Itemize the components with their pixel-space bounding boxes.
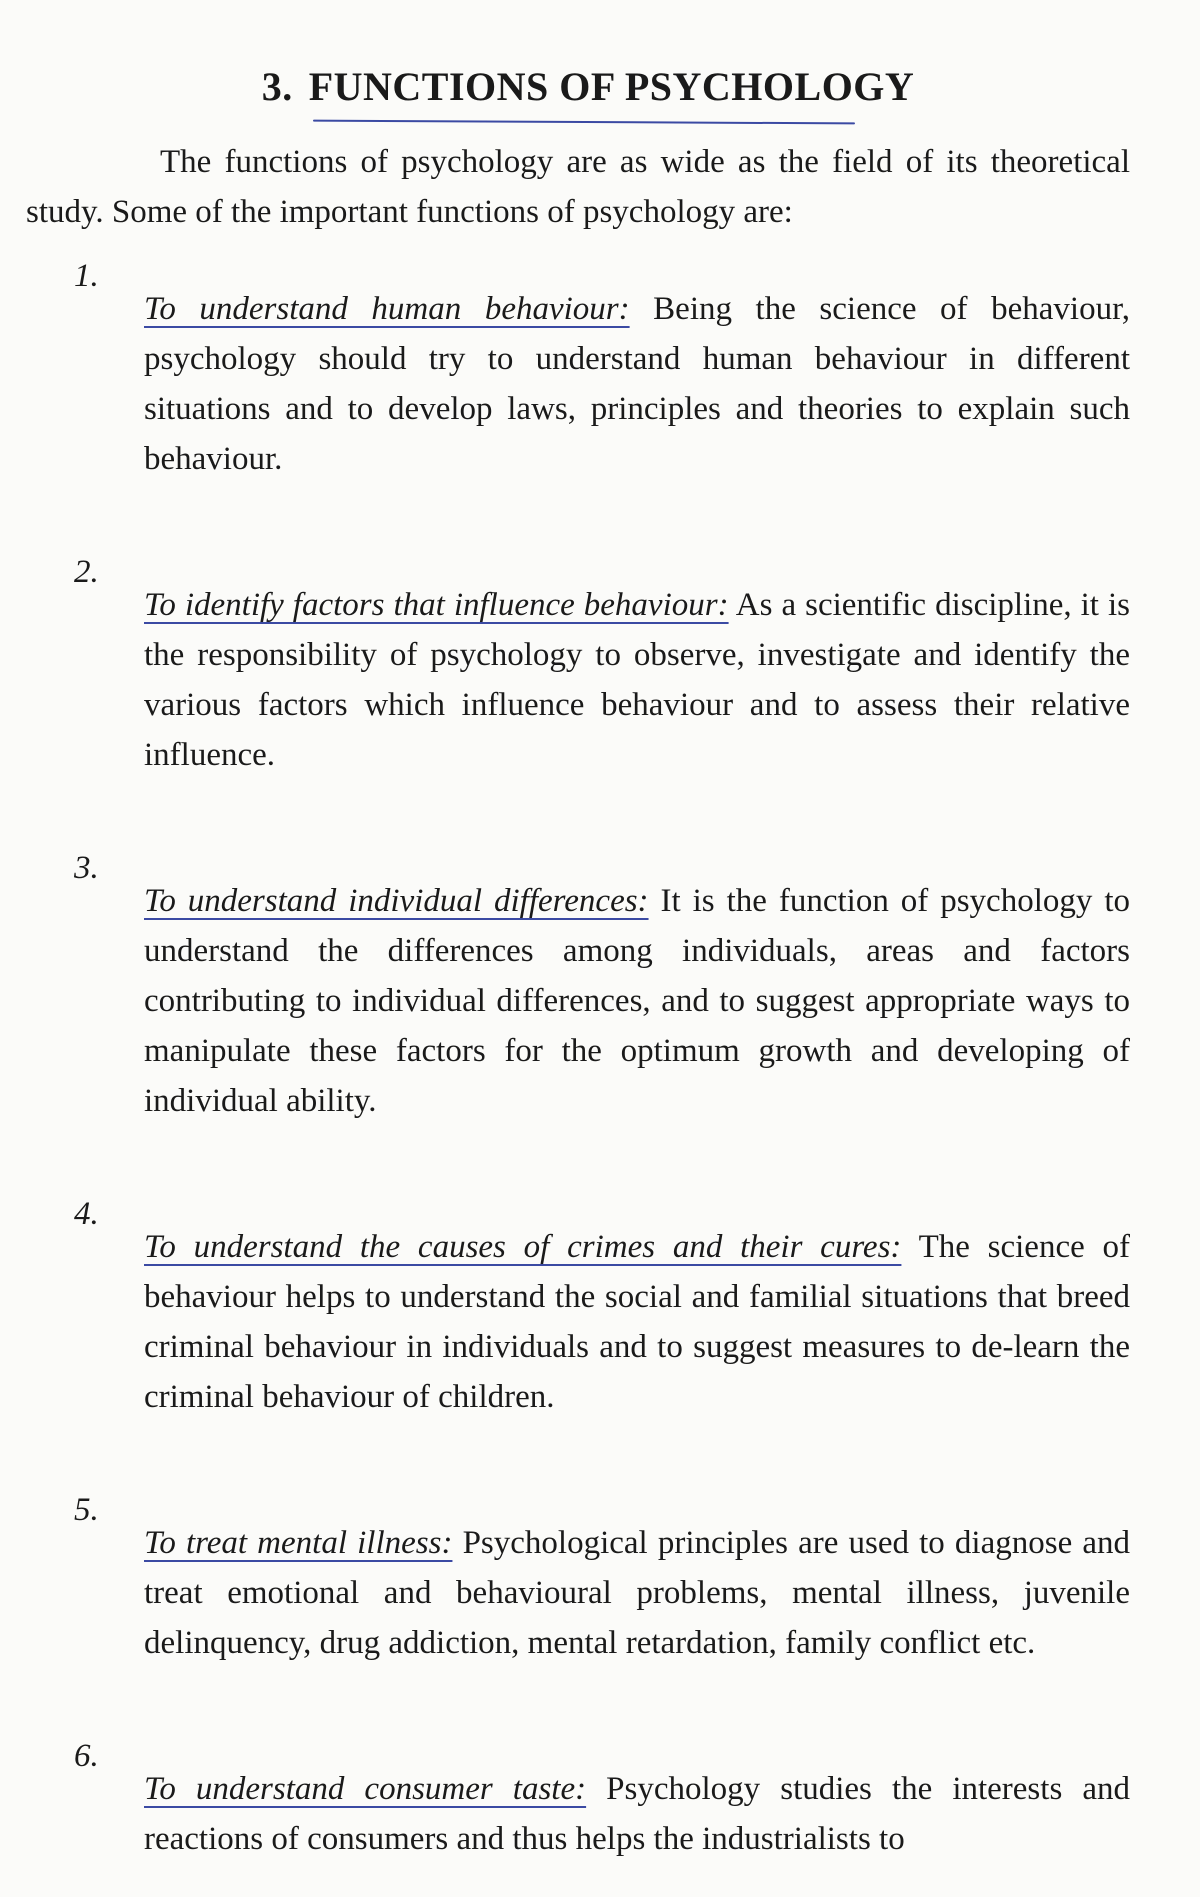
item-number: 5. xyxy=(74,1491,99,1528)
list-item xyxy=(26,1189,1130,1455)
section-number: 3. xyxy=(261,63,293,109)
intro-paragraph: The functions of psychology are as wide as the field of its theoretical study. Some of the important functions of psychology are: xyxy=(26,143,1130,230)
item-body xyxy=(144,1518,1130,1668)
item-body xyxy=(144,580,1130,780)
item-body xyxy=(144,284,1130,484)
item-heading: To treat mental illness: xyxy=(144,1524,453,1561)
item-text: Being the science of behaviour, psychology should try to understand human behaviour in different situations and to develop laws, principles and theories to explain such behaviour. xyxy=(144,290,1130,477)
section-title: FUNCTIONS OF PSYCHOLOGY xyxy=(309,61,915,113)
item-text: Psychology studies the interests and reactions of consumers and thus helps the industrialists to xyxy=(144,1770,1130,1857)
page-title xyxy=(46,61,1130,113)
item-heading: To understand individual differences: xyxy=(144,882,649,919)
item-number: 2. xyxy=(74,553,99,590)
item-heading: To identify factors that influence behaviour: xyxy=(144,586,729,623)
list-item xyxy=(26,547,1130,813)
item-text: Psychological principles are used to diagnose and treat emotional and behavioural problems, mental illness, juvenile delinquency, drug addiction, mental retardation, family conflict etc. xyxy=(144,1524,1130,1661)
list-item xyxy=(26,1731,1130,1897)
item-body xyxy=(144,1764,1130,1864)
item-text: It is the function of psychology to understand the differences among individuals, areas and factors contributing to individual differences, and to suggest appropriate ways to manipulate these factors for the optimum growth and developing of individual ability. xyxy=(144,882,1130,1119)
item-number: 6. xyxy=(74,1737,99,1774)
list-item xyxy=(26,1485,1130,1701)
item-heading: To understand the causes of crimes and their cures: xyxy=(144,1228,902,1265)
item-number: 3. xyxy=(74,849,99,886)
functions-list xyxy=(26,251,1130,1897)
list-item xyxy=(26,251,1130,517)
item-heading: To understand human behaviour: xyxy=(144,290,630,327)
item-heading: To understand consumer taste: xyxy=(144,1770,587,1807)
item-text: As a scientific discipline, it is the responsibility of psychology to observe, investigate and identify the various factors which influence behaviour and to assess their relative influence. xyxy=(144,586,1130,773)
item-text: The science of behaviour helps to understand the social and familial situations that breed criminal behaviour in individuals and to suggest measures to de-learn the criminal behaviour of children. xyxy=(144,1228,1130,1415)
list-item xyxy=(26,843,1130,1159)
item-number: 4. xyxy=(74,1195,99,1232)
item-number: 1. xyxy=(74,257,99,294)
item-body xyxy=(144,1222,1130,1422)
item-body xyxy=(144,876,1130,1126)
